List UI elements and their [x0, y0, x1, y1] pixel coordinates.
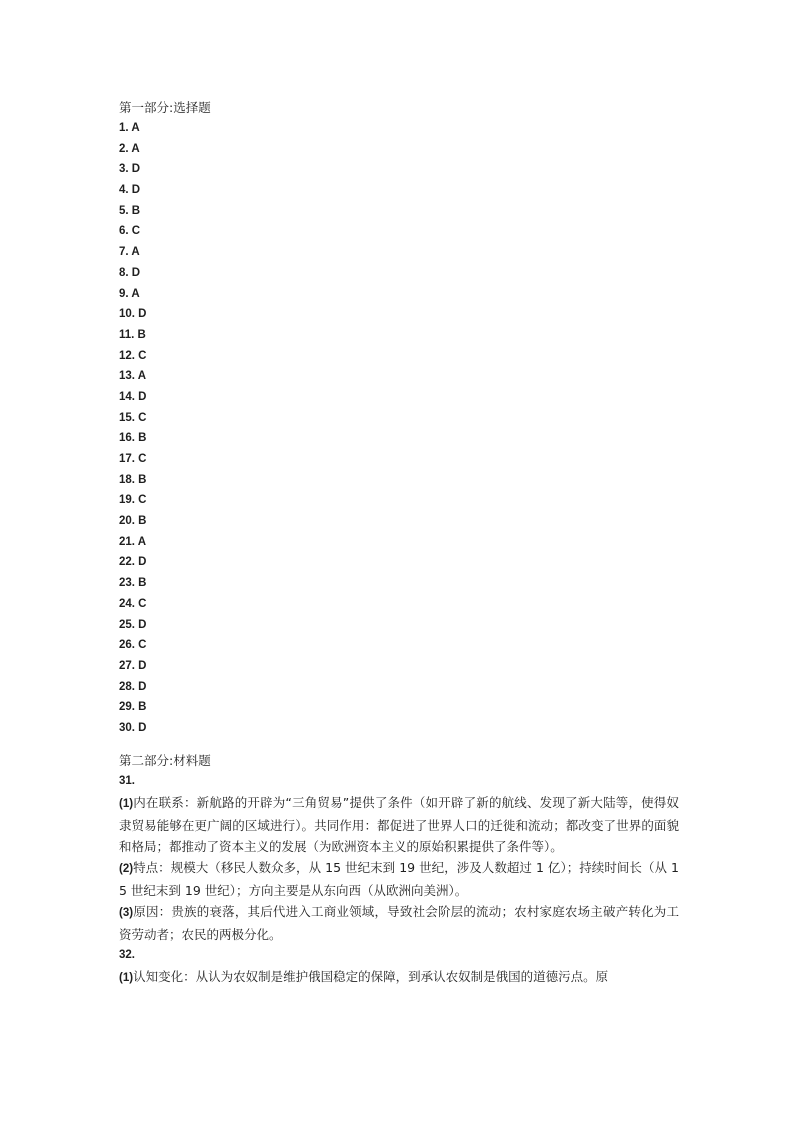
answer-item: 9. A [119, 287, 140, 300]
part-label: (3) [119, 906, 134, 919]
part-label: (1) [119, 971, 134, 984]
answer-item: 16. B [119, 432, 147, 445]
question-32-part-1 [119, 966, 679, 987]
answer-item: 19. C [119, 494, 147, 507]
answer-item: 28. D [119, 680, 147, 693]
answer-item: 4. D [119, 184, 141, 197]
answer-item: 26. C [119, 639, 147, 652]
answer-item: 15. C [119, 411, 147, 424]
answer-key [119, 98, 679, 987]
answer-item: 25. D [119, 618, 147, 631]
answer-item: 20. B [119, 515, 147, 528]
section-gap [119, 739, 679, 751]
answer-item: 13. A [119, 370, 147, 383]
question-31-part-3 [119, 901, 679, 945]
answer-item: 7. A [119, 246, 140, 259]
part-label: (2) [119, 862, 134, 875]
part-label: (1) [119, 797, 134, 810]
part1-heading: 第一部分:选择题 [119, 100, 211, 115]
question-31-part-1 [119, 792, 679, 857]
part-text: 原因：贵族的衰落，其后代进入工商业领域，导致社会阶层的流动；农村家庭农场主破产转化为工资劳动者；农民的两极分化。 [119, 903, 679, 942]
answer-item: 17. C [119, 453, 147, 465]
answer-item: 23. B [119, 577, 147, 590]
question-31-part-2 [119, 857, 679, 901]
part-text: 认知变化：从认为农奴制是维护俄国稳定的保障，到承认农奴制是俄国的道德污点。原 [133, 968, 609, 984]
answer-item: 11. B [119, 328, 146, 341]
answer-item: 6. C [119, 225, 141, 238]
question-32-number: 32. [119, 948, 135, 961]
answer-item: 8. D [119, 266, 141, 279]
answer-item: 5. B [119, 204, 141, 217]
answer-item: 2. A [119, 142, 140, 155]
answer-item: 29. B [119, 701, 147, 714]
part-text: 内在联系：新航路的开辟为“三角贸易”提供了条件（如开辟了新的航线、发现了新大陆等，使得奴隶贸易能够在更广阔的区域进行）。共同作用：都促进了世界人口的迁徙和流动；都改变了世界的面貌和格局；都推动了资本主义的发展（为欧洲资本主义的原始积累提供了条件等）。 [119, 794, 679, 854]
answer-item: 21. A [119, 535, 147, 548]
answer-list [119, 118, 679, 739]
question-31-number: 31. [119, 774, 135, 787]
answer-item: 12. C [119, 349, 147, 362]
answer-item: 3. D [119, 163, 141, 176]
answer-item: 1. A [119, 122, 140, 134]
answer-item: 10. D [119, 308, 147, 321]
part-text: 特点：规模大（移民人数众多，从 15 世纪末到 19 世纪，涉及人数超过 1 亿）；持续时间长（从 15 世纪末到 19 世纪）；方向主要是从东向西（从欧洲向美洲）。 [119, 859, 679, 898]
answer-item: 18. B [119, 473, 147, 486]
answer-item: 27. D [119, 659, 147, 672]
part2-heading: 第二部分:材料题 [119, 752, 211, 768]
answer-item: 22. D [119, 556, 147, 569]
answer-item: 24. C [119, 597, 147, 610]
answer-item: 14. D [119, 390, 147, 403]
answer-item: 30. D [119, 721, 147, 734]
